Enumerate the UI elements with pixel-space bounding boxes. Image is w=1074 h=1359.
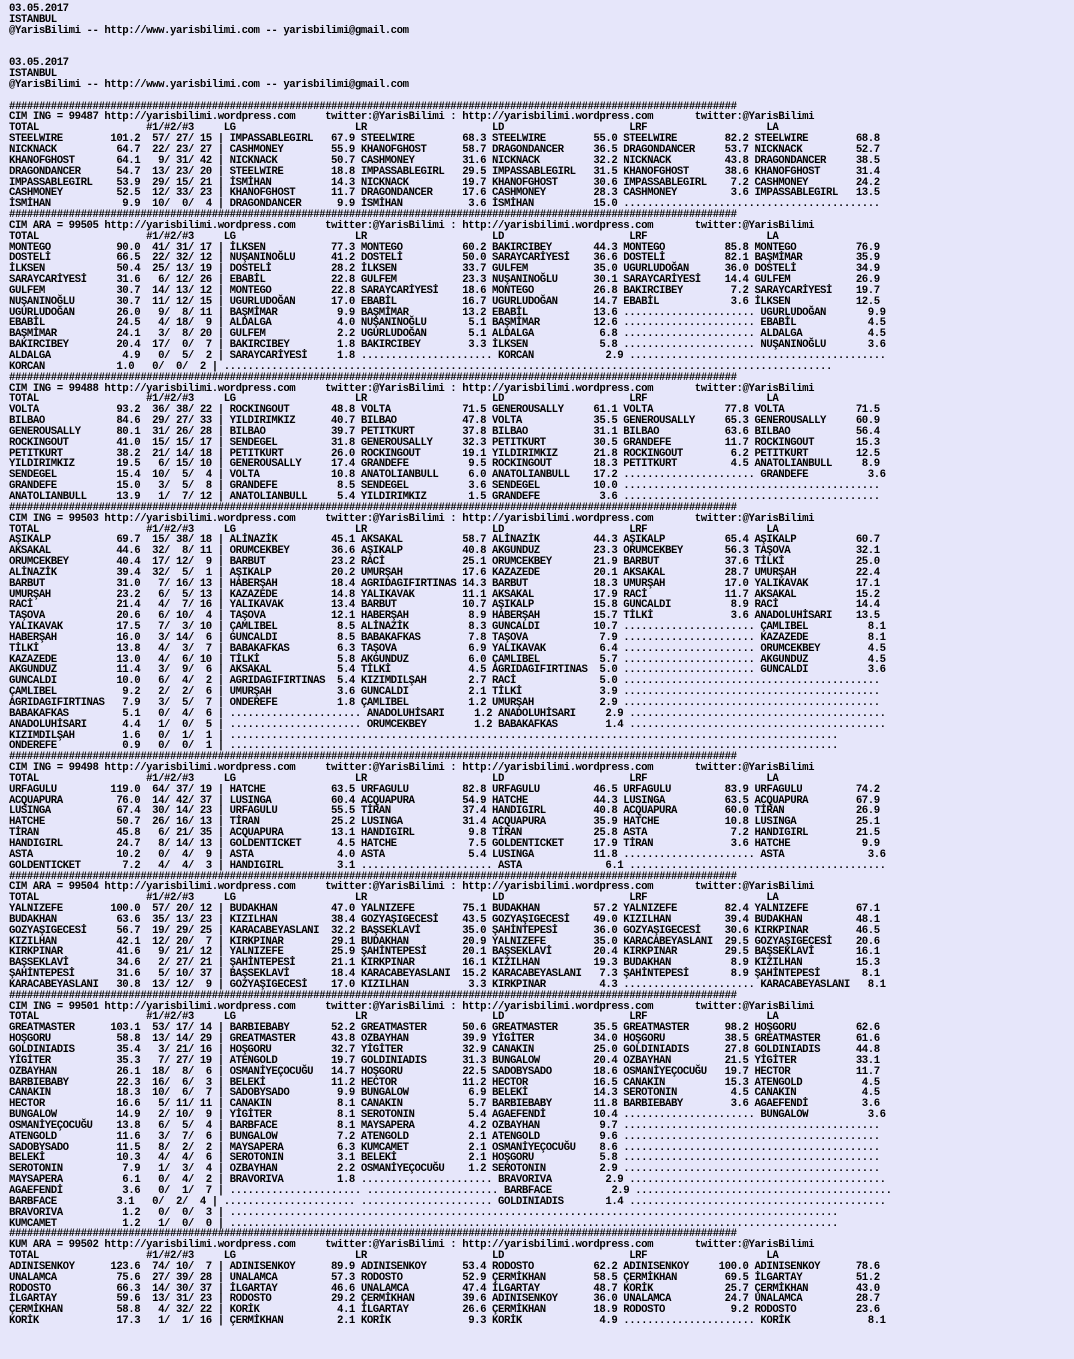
table-row: YALNIZEFE 100.0 57/ 20/ 12 | BUDAKHAN 47.0 YALNIZEFE 75.1 BUDAKHAN 57.2 YALNIZEFE 82.4 YALNIZEFE 67.1 <box>9 903 880 916</box>
race-title: CIM ARA = 99504 http://yarisbilimi.wordpress.com twitter:@YarisBilimi : http://yarisbilimi.wordpress.com twitter:@YarisBilimi <box>9 881 815 894</box>
table-row: NICKNACK 64.7 22/ 23/ 27 | CASHMONEY 55.9 KHANOFGHOST 58.7 DRAGONDANCER 36.5 DRAGONDANCER 53.7 NICKNACK 52.7 <box>9 143 880 156</box>
table-row: İLKSEN 50.4 25/ 13/ 19 | DOSTELİ 28.2 İLKSEN 33.7 GULFEM 35.0 UGURLUDOĞAN 36.0 DOSTELİ 34.9 <box>9 263 880 276</box>
table-row: ANADOLUHİSARI 4.4 1/ 0/ 5 | ...................... ORUMCEKBEY 1.2 BABAKAFKAS 1.4 ........................................... <box>9 718 886 731</box>
table-row: UGURLUDOĞAN 26.0 9/ 8/ 11 | BAŞMİMAR 9.9 BAŞMİMAR 13.2 EBABİL 13.6 ...................... UGURLUDOĞAN 9.9 <box>9 306 886 319</box>
header-line: ISTANBUL <box>9 13 57 26</box>
race-section <box>9 991 892 1230</box>
table-row: TİRAN 45.8 6/ 21/ 35 | ACQUAPURA 13.1 HANDIGIRL 9.8 TİRAN 25.8 ASTA 7.2 HANDIGIRL 21.5 <box>9 827 880 840</box>
table-row: BARBUT 31.0 7/ 16/ 13 | HABERŞAH 18.4 AGRIDAGIFIRTINAS 14.3 BARBUT 18.3 UMURŞAH 17.0 YALIKAVAK 17.1 <box>9 577 880 590</box>
table-row: KIZIMDILŞAH 1.6 0/ 1/ 1 | ...................................................................................................... <box>9 729 838 742</box>
table-row: HATCHE 50.7 26/ 16/ 13 | TİRAN 25.2 LUSINGA 31.4 ACQUAPURA 35.9 HATCHE 10.8 LUSINGA 25.1 <box>9 816 880 829</box>
header-line: @YarisBilimi -- http://www.yarisbilimi.com -- yarisbilimi@gmail.com <box>9 24 409 37</box>
section-divider: ########################################################################################################################## <box>9 989 737 1002</box>
table-row: SENDEGEL 15.4 10/ 5/ 4 | VOLTA 10.8 ANATOLIANBULL 6.0 ANATOLIANBULL 17.2 ...................... GRANDEFE 3.6 <box>9 469 886 482</box>
table-row: HANDIGIRL 24.7 8/ 14/ 13 | GOLDENTICKET 4.5 HATCHE 7.5 GOLDENTICKET 17.9 TİRAN 3.6 HATCHE 9.9 <box>9 837 880 850</box>
table-row: YİGİTER 35.3 7/ 27/ 19 | ATENGOLD 19.7 GOLDINIADIS 31.3 BUNGALOW 20.4 OZBAYHAN 21.5 YİGİTER 33.1 <box>9 1054 880 1067</box>
table-row: UNALAMCA 75.6 27/ 39/ 28 | UNALAMCA 57.3 RODOSTO 52.9 ÇERMİKHAN 58.5 ÇERMİKHAN 69.5 İLGARTAY 51.2 <box>9 1271 880 1284</box>
header-line <box>9 37 892 48</box>
section-divider: ########################################################################################################################## <box>9 209 737 222</box>
table-row: ORUMCEKBEY 40.4 17/ 12/ 9 | BARBUT 23.2 RACİ 25.1 ORUMCEKBEY 21.9 BARBUT 37.6 TİLKİ 25.0 <box>9 556 880 569</box>
race-section <box>9 102 892 210</box>
table-row: STEELWIRE 101.2 57/ 27/ 15 | IMPASSABLEGIRL 67.9 STEELWIRE 68.3 STEELWIRE 55.0 STEELWIRE 82.2 STEELWIRE 68.8 <box>9 133 880 146</box>
table-row: BAKIRCIBEY 20.4 17/ 0/ 7 | BAKIRCIBEY 1.8 BAKIRCIBEY 3.3 İLKSEN 5.8 ...................... NUŞANINOĞLU 3.6 <box>9 339 886 352</box>
race-title: CIM ING = 99498 http://yarisbilimi.wordpress.com twitter:@YarisBilimi : http://yarisbilimi.wordpress.com twitter:@YarisBilimi <box>9 762 815 775</box>
table-row: ROCKINGOUT 41.0 15/ 15/ 17 | SENDEGEL 31.8 GENEROUSALLY 32.3 PETITKURT 30.5 GRANDEFE 11.7 ROCKINGOUT 15.3 <box>9 436 880 449</box>
table-row: ACQUAPURA 76.0 14/ 42/ 37 | LUSINGA 60.4 ACQUAPURA 54.9 HATCHE 44.3 LUSINGA 63.5 ACQUAPURA 67.9 <box>9 794 880 807</box>
table-row: RACİ 21.4 4/ 7/ 16 | YALIKAVAK 13.4 BARBUT 10.7 AŞIKALP 15.8 GUNCALDI 8.9 RACİ 14.4 <box>9 599 880 612</box>
table-row: GUNCALDI 10.0 6/ 4/ 2 | AGRIDAGIFIRTINAS 5.4 KIZIMDILŞAH 2.7 RACİ 5.0 ........................................... <box>9 675 880 688</box>
column-headers: TOTAL #1/#2/#3 LG LR LD LRF LA <box>9 122 779 135</box>
table-row: GREATMASTER 103.1 53/ 17/ 14 | BARBIEBABY 52.2 GREATMASTER 50.6 GREATMASTER 35.5 GREATMASTER 98.2 HOŞGORU 62.6 <box>9 1022 880 1035</box>
table-row: KUMCAMET 1.2 1/ 0/ 0 | ...................................................................................................... <box>9 1217 838 1230</box>
section-divider: ########################################################################################################################## <box>9 501 737 514</box>
race-section <box>9 503 892 752</box>
table-row: EBABİL 24.5 4/ 18/ 9 | ALDALGA 4.0 NUŞANINOĞLU 5.1 BAŞMİMAR 12.6 ...................... EBABİL 4.5 <box>9 317 886 330</box>
race-section <box>9 752 892 871</box>
table-row: KAZAZEDE 13.0 4/ 6/ 10 | TİLKİ 5.8 AKGUNDUZ 6.0 ÇAMLIBEL 5.7 ...................... AKGUNDUZ 4.5 <box>9 653 886 666</box>
table-row: BARBIEBABY 22.3 16/ 6/ 3 | BELEKİ 11.2 HECTOR 11.2 HECTOR 16.5 CANAKIN 15.3 ATENGOLD 4.5 <box>9 1076 880 1089</box>
header-line: ISTANBUL <box>9 68 57 81</box>
table-row: ADINISENKOY 123.6 74/ 10/ 7 | ADINISENKOY 89.9 ADINISENKOY 53.4 RODOSTO 62.2 ADINISENKOY 100.0 ADINISENKOY 78.6 <box>9 1260 880 1273</box>
table-row: UMURŞAH 23.2 6/ 5/ 13 | KAZAZEDE 14.8 YALIKAVAK 11.1 AKSAKAL 17.9 RACİ 11.7 AKSAKAL 15.2 <box>9 588 880 601</box>
table-row: İLGARTAY 59.6 13/ 31/ 23 | RODOSTO 29.2 ÇERMİKHAN 39.6 ADINISENKOY 36.0 UNALAMCA 24.7 UNALAMCA 28.7 <box>9 1293 880 1306</box>
race-section <box>9 872 892 991</box>
table-row: HOŞGORU 58.8 13/ 14/ 29 | GREATMASTER 43.8 OZBAYHAN 39.9 YİGİTER 34.0 HOŞGORU 38.5 GREATMASTER 61.6 <box>9 1033 880 1046</box>
table-row: ALİNAZİK 39.4 32/ 5/ 1 | AŞIKALP 20.2 UMURŞAH 17.6 KAZAZEDE 20.1 AKSAKAL 28.7 UMURŞAH 22.4 <box>9 566 880 579</box>
table-row: ALDALGA 4.9 0/ 5/ 2 | SARAYCARİYESİ 1.8 ...................... KORCAN 2.9 ........................................... <box>9 350 886 362</box>
column-headers: TOTAL #1/#2/#3 LG LR LD LRF LA <box>9 892 779 905</box>
table-row: ANATOLIANBULL 13.9 1/ 7/ 12 | ANATOLIANBULL 5.4 YILDIRIMKIZ 1.5 GRANDEFE 3.6 ........................................... <box>9 490 880 503</box>
table-row: SADOBYSADO 11.5 8/ 2/ 2 | MAYSAPERA 6.3 KUMCAMET 2.1 OSMANİYEÇOCUĞU 8.6 ........................................... <box>9 1141 880 1154</box>
header-line <box>9 91 892 102</box>
column-headers: TOTAL #1/#2/#3 LG LR LD LRF LA <box>9 1250 779 1263</box>
race-title: CIM ING = 99487 http://yarisbilimi.wordpress.com twitter:@YarisBilimi : http://yarisbilimi.wordpress.com twitter:@YarisBilimi <box>9 111 815 124</box>
table-row: YALIKAVAK 17.5 7/ 3/ 10 | ÇAMLIBEL 8.5 ALİNAZİK 8.3 GUNCALDI 10.7 ...................... ÇAMLIBEL 8.1 <box>9 621 886 634</box>
table-row: BUNGALOW 14.9 2/ 10/ 9 | YİGİTER 8.1 SEROTONIN 5.4 AGAEFENDİ 10.4 ...................... BUNGALOW 3.6 <box>9 1109 886 1122</box>
table-row: TAŞOVA 20.6 6/ 10/ 4 | TAŞOVA 12.1 HABERŞAH 8.9 HABERŞAH 15.7 TİLKİ 3.6 ANADOLUHİSARI 13.5 <box>9 610 880 623</box>
race-title: CIM ING = 99488 http://yarisbilimi.wordpress.com twitter:@YarisBilimi : http://yarisbilimi.wordpress.com twitter:@YarisBilimi <box>9 382 815 395</box>
column-headers: TOTAL #1/#2/#3 LG LR LD LRF LA <box>9 1011 779 1024</box>
table-row: BABAKAFKAS 5.1 0/ 4/ 6 | ...................... ANADOLUHİSARI 1.2 ANADOLUHİSARI 2.9 ........................................... <box>9 707 886 720</box>
header-line: @YarisBilimi -- http://www.yarisbilimi.com -- yarisbilimi@gmail.com <box>9 78 409 91</box>
table-row: KIZILHAN 42.1 12/ 20/ 7 | KIRKPINAR 29.1 BUDAKHAN 20.9 YALNIZEFE 35.0 KARACABEYASLANI 29.5 GOZYAŞIGECESİ 20.6 <box>9 935 880 948</box>
table-row: ATENGOLD 11.6 3/ 7/ 6 | BUNGALOW 7.2 ATENGOLD 2.1 ATENGOLD 9.6 ........................................... <box>9 1130 880 1143</box>
table-row: AŞIKALP 69.7 15/ 38/ 18 | ALİNAZİK 45.1 AKSAKAL 58.7 ALİNAZİK 44.3 AŞIKALP 65.4 AŞIKALP 60.7 <box>9 534 880 547</box>
table-row: HABERŞAH 16.0 3/ 14/ 6 | GUNCALDI 8.5 BABAKAFKAS 7.8 TAŞOVA 7.9 ...................... KAZAZEDE 8.1 <box>9 631 886 644</box>
table-row: ÇERMİKHAN 58.8 4/ 32/ 22 | KORİK 4.1 İLGARTAY 26.6 ÇERMİKHAN 18.9 RODOSTO 9.2 RODOSTO 23.6 <box>9 1304 880 1317</box>
table-row: KARACABEYASLANI 30.8 13/ 12/ 9 | GOZYAŞIGECESİ 17.0 KIZILHAN 3.3 KIRKPINAR 4.3 ...................... KARACABEYASLANI 8.1 <box>9 978 886 991</box>
table-row: GOLDENTICKET 7.2 4/ 4/ 3 | HANDIGIRL 3.1 ...................... ASTA 6.1 ........................................... <box>9 859 886 872</box>
table-row: HECTOR 16.6 5/ 11/ 11 | CANAKIN 8.1 CANAKIN 5.7 BARBIEBABY 11.8 BARBIEBABY 3.6 AGAEFENDİ 3.6 <box>9 1098 880 1111</box>
table-row: SEROTONIN 7.9 1/ 3/ 4 | OZBAYHAN 2.2 OSMANİYEÇOCUĞU 1.2 SEROTONIN 2.9 ........................................... <box>9 1163 880 1176</box>
section-divider: ########################################################################################################################## <box>9 371 737 384</box>
table-row: DOSTELİ 66.5 22/ 32/ 12 | NUŞANINOĞLU 41.2 DOSTELİ 50.0 SARAYCARİYESİ 36.6 DOSTELİ 82.1 BAŞMİMAR 35.9 <box>9 252 880 265</box>
table-row: GRANDEFE 15.0 3/ 5/ 8 | GRANDEFE 8.5 SENDEGEL 3.6 SENDEGEL 10.0 ........................................... <box>9 480 880 493</box>
table-row: BRAVORIVA 1.2 0/ 0/ 3 | ...................................................................................................... <box>9 1206 838 1219</box>
table-row: ÇAMLIBEL 9.2 2/ 2/ 6 | UMURŞAH 3.6 GUNCALDI 2.1 TİLKİ 3.9 ........................................... <box>9 686 880 699</box>
header-line: 03.05.2017 <box>9 57 69 70</box>
section-divider: ########################################################################################################################## <box>9 1228 737 1241</box>
race-title: KUM ARA = 99502 http://yarisbilimi.wordpress.com twitter:@YarisBilimi : http://yarisbilimi.wordpress.com twitter:@YarisBilimi <box>9 1239 815 1252</box>
table-row: OZBAYHAN 26.1 18/ 8/ 6 | OSMANİYEÇOCUĞU 14.7 HOŞGORU 22.5 SADOBYSADO 18.6 OSMANİYEÇOCUĞU 19.7 HECTOR 11.7 <box>9 1065 880 1078</box>
table-row: NUŞANINOĞLU 30.7 11/ 12/ 15 | UGURLUDOĞAN 17.0 EBABİL 16.7 UGURLUDOĞAN 14.7 EBABİL 3.6 İLKSEN 12.5 <box>9 295 880 308</box>
race-title: CIM ING = 99501 http://yarisbilimi.wordpress.com twitter:@YarisBilimi : http://yarisbilimi.wordpress.com twitter:@YarisBilimi <box>9 1000 815 1013</box>
race-report-document <box>9 4 892 1327</box>
column-headers: TOTAL #1/#2/#3 LG LR LD LRF LA <box>9 393 779 406</box>
table-row: VOLTA 93.2 36/ 38/ 22 | ROCKINGOUT 48.8 VOLTA 71.5 GENEROUSALLY 61.1 VOLTA 77.8 VOLTA 71.5 <box>9 404 880 417</box>
table-row: İSMİHAN 9.9 10/ 0/ 4 | DRAGONDANCER 9.9 İSMİHAN 3.6 İSMİHAN 15.0 ........................................... <box>9 198 880 211</box>
table-row: GOZYAŞIGECESİ 56.7 19/ 29/ 25 | KARACABEYASLANI 32.2 BAŞSEKLAVİ 35.0 ŞAHİNTEPESİ 36.0 GOZYAŞIGECESİ 30.6 KIRKPINAR 46.5 <box>9 924 880 937</box>
table-row: AKSAKAL 44.6 32/ 8/ 11 | ORUMCEKBEY 36.6 AŞIKALP 40.8 AKGUNDUZ 23.3 ORUMCEKBEY 56.3 TAŞOVA 32.1 <box>9 545 880 558</box>
table-row: RODOSTO 66.3 14/ 30/ 37 | İLGARTAY 46.6 UNALAMCA 47.4 İLGARTAY 48.7 KORİK 25.7 ÇERMİKHAN 43.0 <box>9 1282 880 1295</box>
table-row: URFAGULU 119.0 64/ 37/ 19 | HATCHE 63.5 URFAGULU 82.8 URFAGULU 46.5 URFAGULU 83.9 URFAGULU 74.2 <box>9 783 880 796</box>
table-row: BUDAKHAN 63.6 35/ 13/ 23 | KIZILHAN 38.4 GOZYAŞIGECESİ 43.5 GOZYAŞIGECESİ 49.0 KIZILHAN 39.4 BUDAKHAN 48.1 <box>9 913 880 926</box>
race-section <box>9 373 892 503</box>
header-line: 03.05.2017 <box>9 3 69 15</box>
table-row: LUSINGA 67.4 30/ 14/ 23 | URFAGULU 55.5 TİRAN 37.4 HANDIGIRL 40.8 ACQUAPURA 60.0 TİRAN 26.9 <box>9 805 880 818</box>
table-row: BAŞSEKLAVİ 34.6 2/ 27/ 21 | ŞAHİNTEPESİ 21.1 KIRKPINAR 16.1 KIZILHAN 19.3 BUDAKHAN 8.9 KIZILHAN 15.3 <box>9 957 880 970</box>
table-row: KIRKPINAR 41.6 9/ 21/ 12 | YALNIZEFE 25.9 ŞAHİNTEPESİ 20.1 BAŞSEKLAVİ 20.4 KIRKPINAR 29.5 BAŞSEKLAVİ 16.1 <box>9 946 880 959</box>
table-row: GENEROUSALLY 80.1 31/ 26/ 28 | BILBAO 39.7 PETITKURT 37.8 BILBAO 31.1 BILBAO 63.6 BILBAO 56.4 <box>9 425 880 438</box>
table-row: DRAGONDANCER 54.7 13/ 23/ 20 | STEELWIRE 18.8 IMPASSABLEGIRL 29.5 IMPASSABLEGIRL 31.5 KHANOFGHOST 38.6 KHANOFGHOST 31.4 <box>9 165 880 178</box>
table-row: GOLDINIADIS 35.4 3/ 21/ 16 | HOŞGORU 32.7 YİGİTER 32.9 CANAKIN 25.0 GOLDINIADIS 27.8 GOLDINIADIS 44.8 <box>9 1044 880 1056</box>
table-row: YILDIRIMKIZ 19.5 6/ 15/ 10 | GENEROUSALLY 17.4 GRANDEFE 9.5 ROCKINGOUT 18.3 PETITKURT 4.5 ANATOLIANBULL 8.9 <box>9 458 880 471</box>
race-title: CIM ING = 99503 http://yarisbilimi.wordpress.com twitter:@YarisBilimi : http://yarisbilimi.wordpress.com twitter:@YarisBilimi <box>9 512 815 525</box>
table-row: AGAEFENDİ 3.6 0/ 1/ 7 | ...................... ...................... BARBFACE 2.9 ........................................... <box>9 1184 892 1197</box>
table-row: ONDEREFE 0.9 0/ 0/ 1 | ...................................................................................................... <box>9 740 838 753</box>
table-row: MAYSAPERA 6.1 0/ 4/ 2 | BRAVORIVA 1.8 ...................... BRAVORIVA 2.9 ........................................... <box>9 1174 886 1187</box>
column-headers: TOTAL #1/#2/#3 LG LR LD LRF LA <box>9 230 779 243</box>
section-divider: ########################################################################################################################## <box>9 751 737 764</box>
section-divider: ########################################################################################################################## <box>9 100 737 113</box>
table-row: SARAYCARİYESİ 31.6 6/ 12/ 26 | EBABİL 22.8 GULFEM 23.3 NUŞANINOĞLU 30.1 SARAYCARİYESİ 14.4 GULFEM 26.9 <box>9 274 880 287</box>
column-headers: TOTAL #1/#2/#3 LG LR LD LRF LA <box>9 523 779 536</box>
table-row: AGRIDAGIFIRTINAS 7.9 3/ 5/ 7 | ONDEREFE 1.8 ÇAMLIBEL 1.2 UMURŞAH 2.9 ........................................... <box>9 697 880 709</box>
table-row: TİLKİ 13.8 4/ 3/ 7 | BABAKAFKAS 6.3 TAŞOVA 6.9 YALIKAVAK 6.4 ...................... ORUMCEKBEY 4.5 <box>9 642 886 655</box>
table-row: ŞAHİNTEPESİ 31.6 5/ 10/ 37 | BAŞSEKLAVİ 18.4 KARACABEYASLANI 15.2 KARACABEYASLANI 7.3 ŞAHİNTEPESİ 8.9 ŞAHİNTEPESİ 8.1 <box>9 968 880 981</box>
table-row: IMPASSABLEGIRL 53.9 29/ 15/ 21 | İSMİHAN 14.3 NICKNACK 19.7 KHANOFGHOST 30.6 IMPASSABLEGIRL 7.2 CASHMONEY 24.2 <box>9 176 880 189</box>
table-row: BELEKİ 10.3 4/ 4/ 6 | SEROTONIN 3.1 BELEKİ 2.1 HOŞGORU 5.8 ........................................... <box>9 1152 880 1165</box>
table-row: PETITKURT 38.2 21/ 14/ 18 | PETITKURT 26.0 ROCKINGOUT 19.1 YILDIRIMKIZ 21.8 ROCKINGOUT 6.2 PETITKURT 12.5 <box>9 447 880 460</box>
table-row: CANAKIN 18.3 10/ 6/ 7 | SADOBYSADO 9.9 BUNGALOW 6.9 BELEKİ 14.3 SEROTONIN 4.5 CANAKIN 4.5 <box>9 1087 880 1100</box>
table-row: BARBFACE 3.1 0/ 2/ 4 | ...................... ...................... GOLDINIADIS 1.4 ........................................... <box>9 1195 886 1208</box>
race-title: CIM ARA = 99505 http://yarisbilimi.wordpress.com twitter:@YarisBilimi : http://yarisbilimi.wordpress.com twitter:@YarisBilimi <box>9 219 815 232</box>
table-row: KORİK 17.3 1/ 1/ 16 | ÇERMİKHAN 2.1 KORİK 9.3 KORİK 4.9 ...................... KORİK 8.1 <box>9 1315 886 1328</box>
table-row: KORCAN 1.0 0/ 0/ 2 | ...................................................................................................... <box>9 360 832 373</box>
table-row: CASHMONEY 52.5 12/ 33/ 23 | KHANOFGHOST 11.7 DRAGONDANCER 17.6 CASHMONEY 28.3 CASHMONEY 3.6 IMPASSABLEGIRL 13.5 <box>9 187 880 200</box>
table-row: BILBAO 84.6 29/ 27/ 33 | YILDIRIMKIZ 40.7 BILBAO 47.8 VOLTA 35.5 GENEROUSALLY 65.3 GENEROUSALLY 60.9 <box>9 415 880 428</box>
table-row: OSMANİYEÇOCUĞU 13.8 6/ 5/ 4 | BARBFACE 8.1 MAYSAPERA 4.2 OZBAYHAN 9.7 ........................................... <box>9 1119 880 1132</box>
race-section <box>9 210 892 373</box>
column-headers: TOTAL #1/#2/#3 LG LR LD LRF LA <box>9 772 779 785</box>
table-row: GULFEM 30.7 14/ 13/ 12 | MONTEGO 22.8 SARAYCARİYESİ 18.6 MONTEGO 26.8 BAKIRCIBEY 7.2 SARAYCARİYESİ 19.7 <box>9 284 880 297</box>
table-row: AKGUNDUZ 11.4 3/ 9/ 6 | AKSAKAL 5.4 TİLKİ 4.5 AGRIDAGIFIRTINAS 5.0 ...................... GUNCALDI 3.6 <box>9 664 886 677</box>
header-line <box>9 47 892 58</box>
section-divider: ########################################################################################################################## <box>9 870 737 883</box>
table-row: KHANOFGHOST 64.1 9/ 31/ 42 | NICKNACK 50.7 CASHMONEY 31.6 NICKNACK 32.2 NICKNACK 43.8 DRAGONDANCER 38.5 <box>9 154 880 167</box>
report-header <box>9 4 892 102</box>
table-row: ASTA 10.2 0/ 4/ 9 | ASTA 4.0 ASTA 5.4 LUSINGA 11.8 ...................... ASTA 3.6 <box>9 848 886 861</box>
table-row: MONTEGO 90.0 41/ 31/ 17 | İLKSEN 77.3 MONTEGO 60.2 BAKIRCIBEY 44.3 MONTEGO 85.8 MONTEGO 76.9 <box>9 241 880 254</box>
race-section <box>9 1229 892 1327</box>
table-row: BAŞMİMAR 24.1 3/ 8/ 20 | GULFEM 2.2 UGURLUDOĞAN 5.1 ALDALGA 6.8 ...................... ALDALGA 4.5 <box>9 328 886 341</box>
